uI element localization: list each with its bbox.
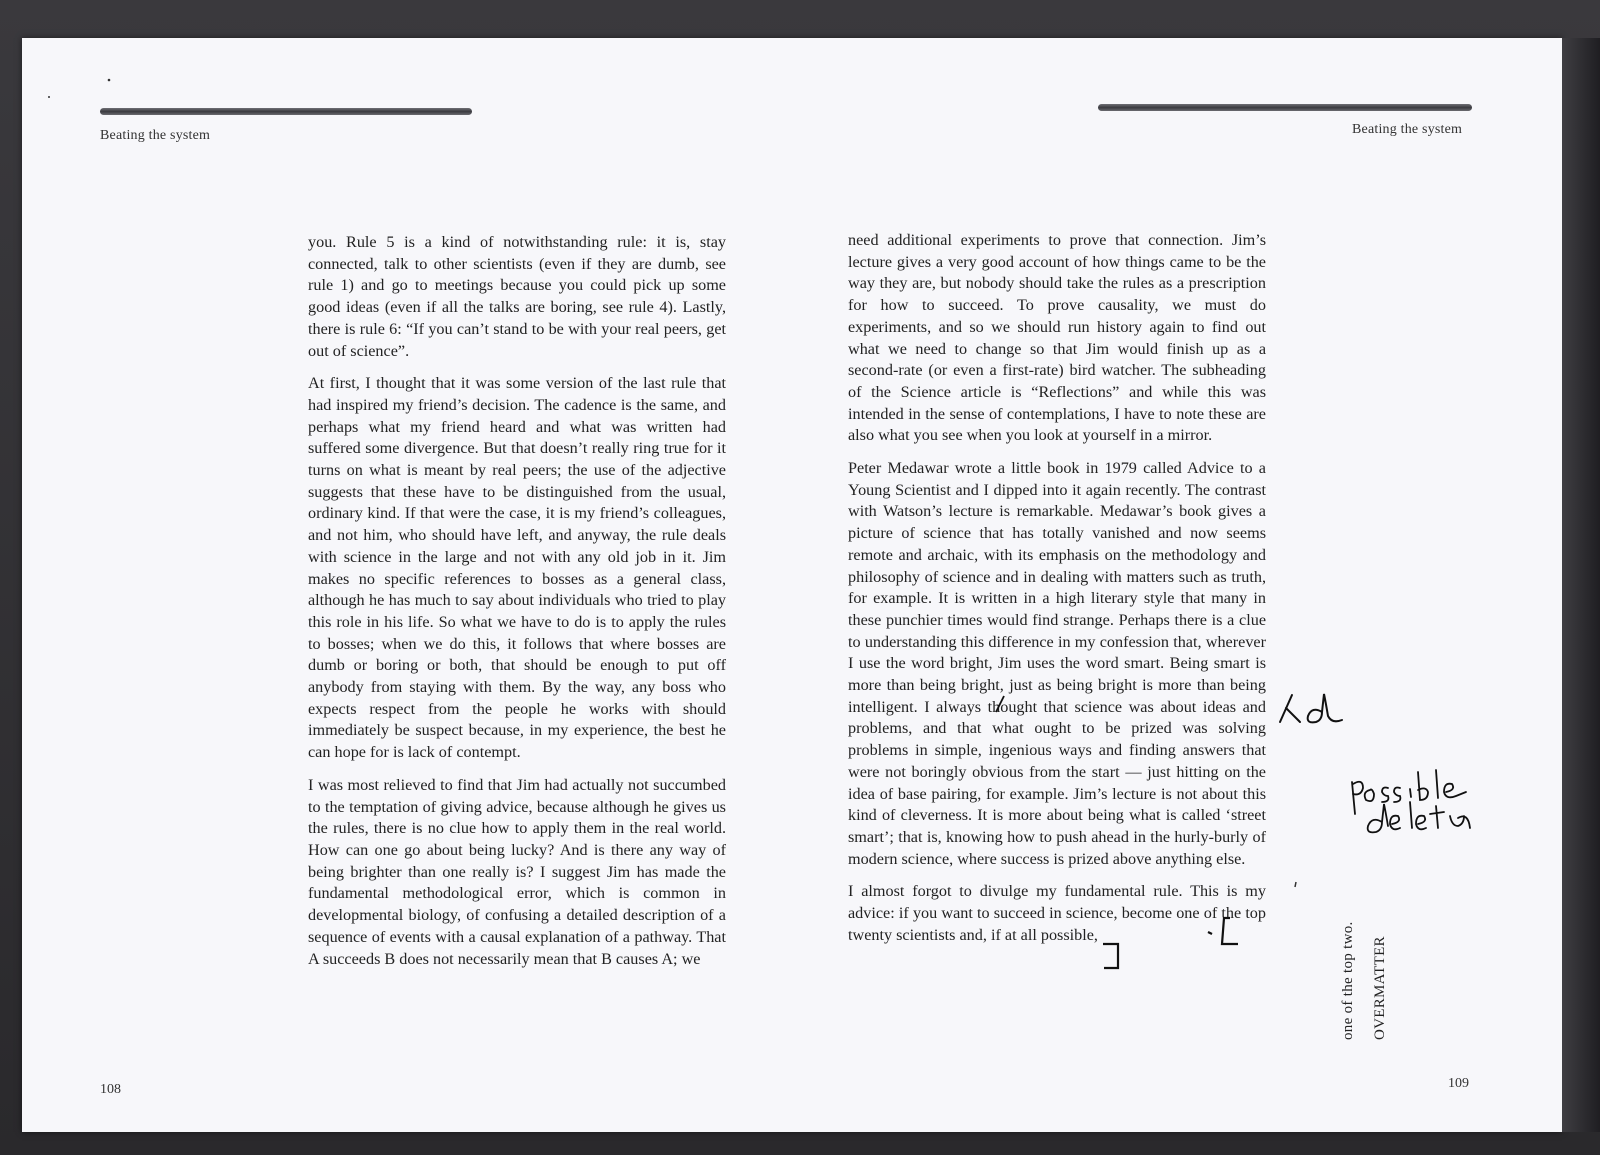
right-paragraph-3: I almost forgot to divulge my fundamental rule. This is my advice: if you want to succeed in science, become one of the top twenty scientists and, if at all possible, — [848, 882, 1266, 944]
typed-margin-note: one of the top two. — [1340, 921, 1356, 1040]
right-running-head: Beating the system — [1352, 122, 1463, 137]
left-text-column — [308, 232, 726, 981]
left-paragraph-1: you. Rule 5 is a kind of notwithstanding rule: it is, stay connected, talk to other scientists (even if they are dumb, see rule 1) and go to meetings because you could pick up some good ideas (even if all the talks are boring, see rule 4). Lastly, there is rule 6: “If you can’t stand to be with your real peers, get out of science”. — [308, 233, 726, 360]
right-page-number: 109 — [1448, 1076, 1469, 1091]
left-header-rule — [100, 108, 472, 115]
right-paragraph-2: Peter Medawar wrote a little book in 1979 called Advice to a Young Scientist and I dipped into it again recently. The contrast with Watson’s lecture is remarkable. Medawar’s book gives a picture of science that has totally vanished and now seems remote and archaic, with its emphasis on the methodology and philosophy of science and in dealing with matters such as truth, for example. It is written in a high literary style that many in these punchier times would find strange. Perhaps there is a clue to understanding this difference in my confession that, wherever I use the word bright, Jim uses the word smart. Being smart is more than being bright, just as being bright is more than being intelligent. I always thought that science was about ideas and problems, and that what ought to be prized was solving problems in simple, ingenious ways and finding answers that were not boringly obvious from the start — just hitting on the idea of base pairing, for example. Jim’s lecture is not about this kind of cleverness. It is more about being what is called ‘street smart’; that is, knowing how to push ahead in the hurly-burly of modern science, where success is prized above anything else. — [848, 459, 1266, 868]
left-paragraph-2: At first, I thought that it was some version of the last rule that had inspired my friend’s decision. The cadence is the same, and perhaps what my friend heard and what was written had suffered some divergence. But that doesn’t really ring true for it turns on what is meant by real peers; the use of the adjective suggests that these have to be distinguished from the usual, ordinary kind. If that were the case, it is my friend’s colleagues, and not him, who should have left, and anyway, the rule deals with science in the large and not with any old job in it. Jim makes no specific references to bosses as a general class, although he has much to say about individuals who tried to play this role in his life. So what we have to do is to apply the rules to bosses; when we do this, it follows that where bosses are dumb or boring or both, that should be enough to put off anybody from staying with them. By the way, any boss who expects respect from the people he works with should immediately be suspect because, in my experience, the best he can hope for is lack of contempt. — [308, 374, 726, 762]
right-text-column — [848, 230, 1266, 958]
right-header-rule — [1098, 104, 1472, 111]
left-running-head: Beating the system — [100, 128, 211, 143]
page-spread — [22, 38, 1562, 1132]
page-edge — [1562, 38, 1600, 1132]
right-paragraph-1: need additional experiments to prove that connection. Jim’s lecture gives a very good account of how things came to be the way they are, but nobody should take the rules as a prescription for how to succeed. To prove causality, we must do experiments, and so we should run history again to find out what we need to change so that Jim would finish up as a second-rate (or even a first-rate) bird watcher. The subheading of the Science article is “Reflections” and while this was intended in the sense of contemplations, I have to note these are also what you see when you look at yourself in a mirror. — [848, 231, 1266, 445]
left-page-number: 108 — [100, 1082, 121, 1097]
overmatter-label: OVERMATTER — [1372, 936, 1388, 1040]
left-paragraph-3: I was most relieved to find that Jim had actually not succumbed to the temptation of giving advice, because although he gives us the rules, there is no clue how to apply them in the real world. How can one go about being lucky? And is there any way of being brighter than one really is? I suggest Jim has made the fundamental methodological error, which is common in developmental biology, of confusing a detailed description of a sequence of events with a causal explanation of a pathway. That A succeeds B does not necessarily mean that B causes A; we — [308, 775, 726, 968]
